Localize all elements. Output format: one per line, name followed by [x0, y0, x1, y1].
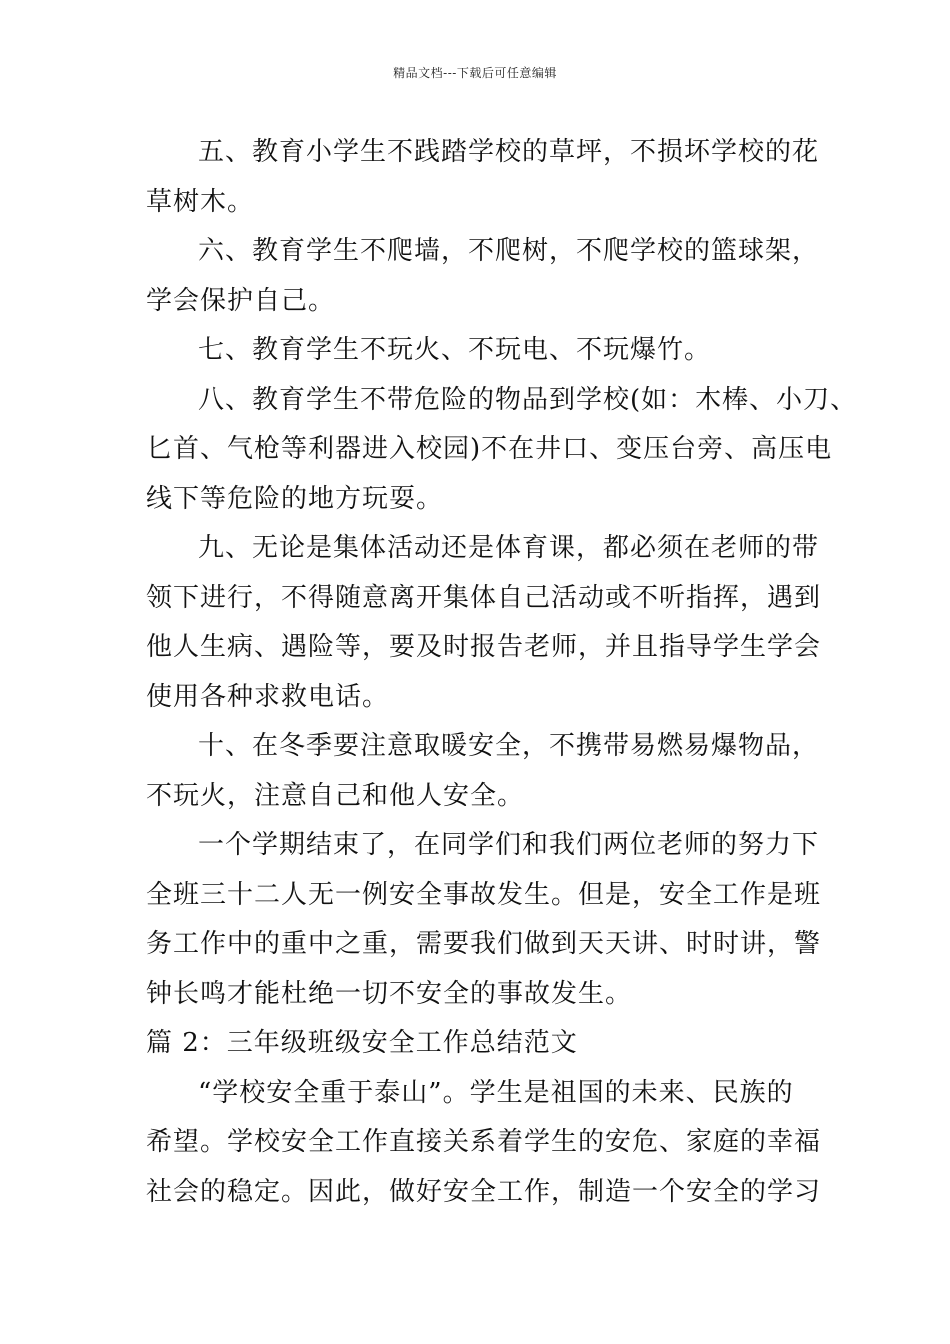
paragraph-line: 希望。学校安全工作直接关系着学生的安危、家庭的幸福 [146, 1127, 822, 1157]
paragraph-item-8 [146, 376, 858, 525]
section-heading [146, 1019, 836, 1069]
paragraph-item-10 [146, 722, 836, 821]
paragraph-intro [146, 1069, 836, 1218]
paragraph-line: 一个学期结束了，在同学们和我们两位老师的努力下 [198, 830, 820, 860]
paragraph-line: 草树木。 [146, 186, 255, 217]
paragraph-line: 务工作中的重中之重，需要我们做到天天讲、时时讲，警 [146, 929, 822, 959]
document-body [146, 128, 858, 1217]
paragraph-line: 八、教育学生不带危险的物品到学校(如：木棒、小刀、 [198, 384, 858, 415]
paragraph-line: 社会的稳定。因此，做好安全工作，制造一个安全的学习 [146, 1176, 822, 1207]
paragraph-line: 十、在冬季要注意取暖安全，不携带易燃易爆物品， [198, 731, 820, 761]
paragraph-summary [146, 821, 836, 1019]
paragraph-line: 六、教育学生不爬墙，不爬树，不爬学校的篮球架， [198, 236, 820, 266]
paragraph-line: 领下进行，不得随意离开集体自己活动或不听指挥，遇到 [146, 582, 822, 613]
paragraph-line: “学校安全重于泰山”。学生是祖国的未来、民族的 [198, 1077, 794, 1108]
paragraph-line: 七、教育学生不玩火、不玩电、不玩爆竹。 [198, 335, 712, 365]
paragraph-item-5 [146, 128, 836, 227]
paragraph-line: 全班三十二人无一例安全事故发生。但是，安全工作是班 [146, 879, 822, 910]
paragraph-line: 九、无论是集体活动还是体育课，都必须在老师的带 [198, 533, 820, 563]
paragraph-line: 匕首、气枪等利器进入校园)不在井口、变压台旁、高压电 [146, 434, 833, 464]
paragraph-line: 他人生病、遇险等，要及时报告老师，并且指导学生学会 [146, 632, 822, 662]
paragraph-line: 学会保护自己。 [146, 285, 336, 316]
paragraph-line: 五、教育小学生不践踏学校的草坪，不损坏学校的花 [198, 137, 820, 167]
paragraph-line: 使用各种求救电话。 [146, 681, 390, 712]
paragraph-item-7 [146, 326, 836, 376]
paragraph-item-9 [146, 524, 836, 722]
paragraph-line: 线下等危险的地方玩耍。 [146, 483, 444, 514]
paragraph-item-6 [146, 227, 836, 326]
page-header: 精品文档---下载后可任意编辑 [393, 66, 557, 80]
paragraph-line: 不玩火，注意自己和他人安全。 [146, 780, 525, 811]
section-heading-text: 篇 2：三年级班级安全工作总结范文 [146, 1028, 578, 1058]
paragraph-line: 钟长鸣才能杜绝一切不安全的事故发生。 [146, 978, 633, 1009]
